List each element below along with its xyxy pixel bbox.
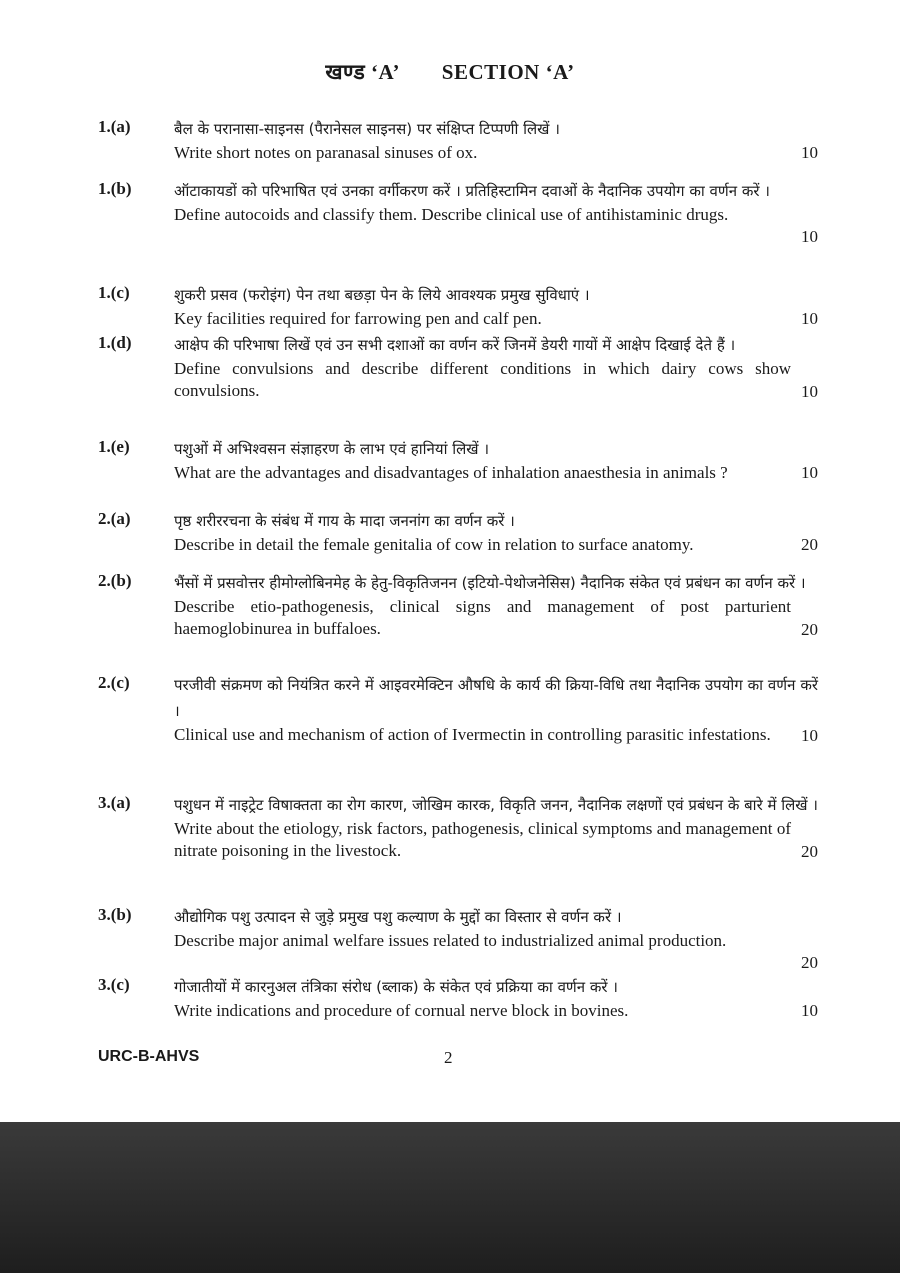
question-number: 3.(a) [98,793,131,812]
question-text-hindi: बैल के परानासा-साइनस (पैरानेसल साइनस) पर संक्षिप्त टिप्पणी लिखें । [174,120,560,138]
question-number: 2.(a) [98,509,131,528]
question-2c [98,672,818,746]
question-text-english: Describe etio-pathogenesis, clinical signs and management of post parturient haemoglobinurea in buffaloes. [174,597,791,638]
question-text-hindi: औद्योगिक पशु उत्पादन से जुड़े प्रमुख पशु कल्याण के मुद्दों का विस्तार से वर्णन करें । [174,908,622,926]
scan-background [0,1122,900,1273]
question-number: 1.(a) [98,117,131,136]
question-3a [98,792,818,862]
question-1c [98,282,818,330]
question-text-english: Define autocoids and classify them. Describe clinical use of antihistaminic drugs. [174,205,729,224]
question-text-english: What are the advantages and disadvantages of inhalation anaesthesia in animals ? [174,463,728,482]
question-marks: 10 [801,309,818,328]
question-text-hindi: गोजातीयों में कारनुअल तंत्रिका संरोध (ब्लाक) के संकेत एवं प्रक्रिया का वर्णन करें । [174,978,618,996]
question-number: 1.(b) [98,179,132,198]
question-number: 3.(b) [98,905,132,924]
question-number: 2.(b) [98,571,132,590]
question-number: 1.(c) [98,283,130,302]
question-text-hindi: पशुओं में अभिश्वसन संज्ञाहरण के लाभ एवं हानियां लिखें । [174,440,489,458]
question-marks: 10 [801,143,818,162]
question-3c [98,974,818,1022]
question-1a [98,116,818,164]
question-text-hindi: ऑटाकायडों को परिभाषित एवं उनका वर्गीकरण करें । प्रतिहिस्टामिन दवाओं के नैदानिक उपयोग का वर्णन करें । [174,182,770,200]
section-heading-english: SECTION ‘A’ [441,60,575,84]
question-3b [98,904,818,974]
question-marks: 10 [801,1001,818,1020]
question-number: 1.(d) [98,333,132,352]
question-text-english: Describe major animal welfare issues related to industrialized animal production. [174,931,727,950]
question-text-english: Clinical use and mechanism of action of Ivermectin in controlling parasitic infestations. [174,725,771,744]
question-text-hindi: परजीवी संक्रमण को नियंत्रित करने में आइवरमेक्टिन औषधि के कार्य की क्रिया-विधि तथा नैदानिक उपयोग का वर्णन करें । [174,676,818,720]
question-text-hindi: शुकरी प्रसव (फरोइंग) पेन तथा बछड़ा पेन के लिये आवश्यक प्रमुख सुविधाएं । [174,286,590,304]
question-1d [98,332,818,402]
question-text-english: Define convulsions and describe different conditions in which dairy cows show convulsions. [174,359,791,400]
page-number: 2 [444,1048,453,1067]
question-number: 2.(c) [98,673,130,692]
question-2a [98,508,818,556]
question-number: 3.(c) [98,975,130,994]
question-text-hindi: भैंसों में प्रसवोत्तर हीमोग्लोबिनमेह के हेतु-विकृतिजनन (इटियो-पेथोजनेसिस) नैदानिक संकेत एवं प्रबंधन का वर्णन करें । [174,574,806,592]
question-marks: 20 [801,535,818,554]
question-text-english: Key facilities required for farrowing pen and calf pen. [174,309,542,328]
question-marks: 10 [801,382,818,401]
question-text-hindi: आक्षेप की परिभाषा लिखें एवं उन सभी दशाओं का वर्णन करें जिनमें डेयरी गायों में आक्षेप दिखाई देते हैं । [174,336,736,354]
question-text-hindi: पशुधन में नाइट्रेट विषाक्तता का रोग कारण, जोखिम कारक, विकृति जनन, नैदानिक लक्षणों एवं प्रबंधन के बारे में लिखें । [174,796,818,814]
question-marks: 20 [801,953,818,972]
question-marks: 10 [801,227,818,246]
question-number: 1.(e) [98,437,130,456]
question-marks: 20 [801,620,818,639]
question-1e [98,436,818,484]
paper-code: URC-B-AHVS [98,1048,200,1065]
question-text-hindi: पृष्ठ शरीररचना के संबंध में गाय के मादा जननांग का वर्णन करें । [174,512,515,530]
question-marks: 10 [801,726,818,745]
question-1b [98,178,818,248]
question-text-english: Write indications and procedure of cornual nerve block in bovines. [174,1001,629,1020]
question-2b [98,570,818,640]
question-text-english: Write short notes on paranasal sinuses of ox. [174,143,478,162]
question-text-english: Write about the etiology, risk factors, pathogenesis, clinical symptoms and management of nitrate poisoning in the livestock. [174,819,791,860]
question-text-english: Describe in detail the female genitalia of cow in relation to surface anatomy. [174,535,694,554]
question-marks: 10 [801,463,818,482]
question-marks: 20 [801,842,818,861]
section-heading [0,58,900,86]
section-heading-hindi: खण्ड ‘A’ [325,60,401,84]
